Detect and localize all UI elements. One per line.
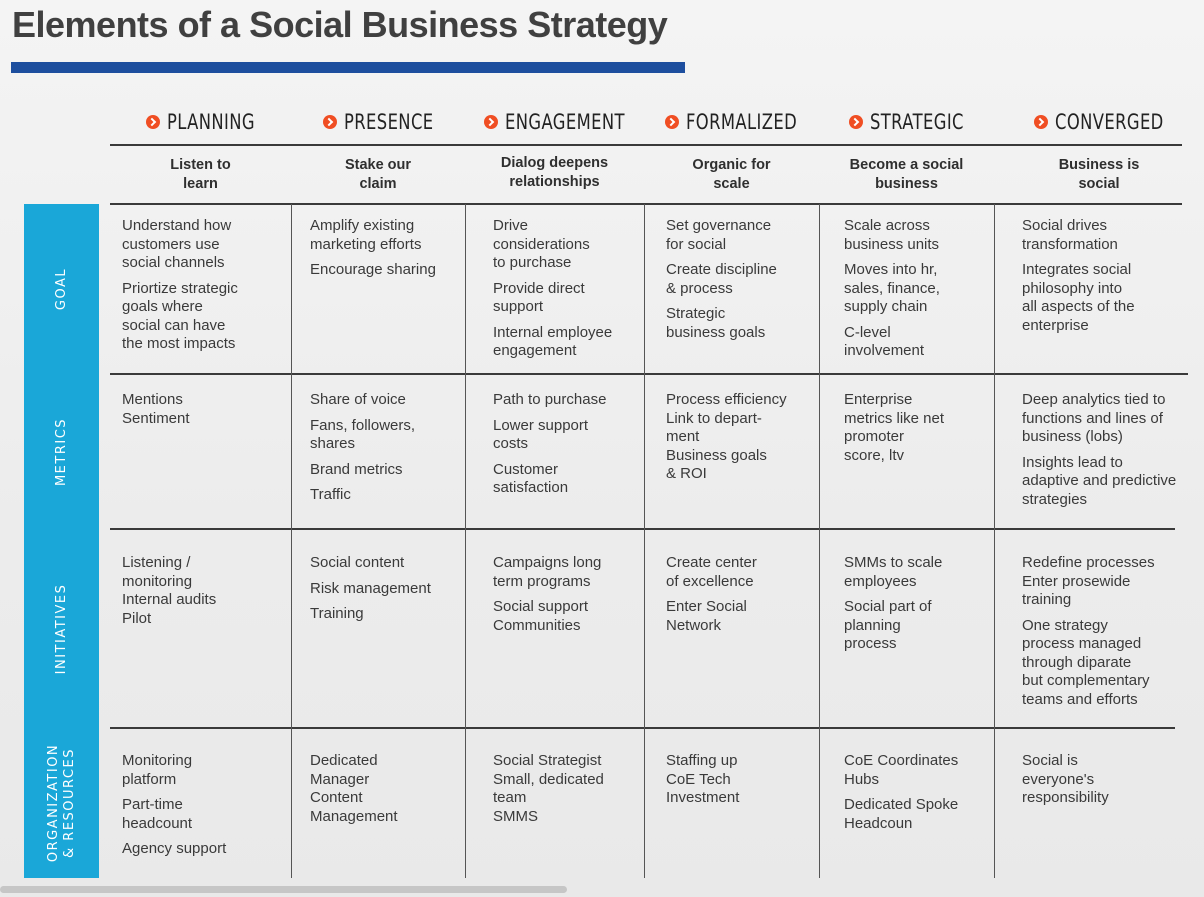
cell-item: Share of voice bbox=[310, 391, 406, 408]
cell-item: C-level involvement bbox=[844, 323, 925, 359]
grid-cell bbox=[310, 554, 465, 631]
cell-item: Monitoring platform bbox=[122, 752, 193, 788]
grid-cell bbox=[310, 391, 465, 512]
cell-item: Strategic business goals bbox=[666, 305, 766, 341]
column-divider bbox=[465, 204, 466, 878]
arrow-bullet-icon bbox=[849, 115, 863, 129]
arrow-bullet-icon bbox=[665, 115, 679, 129]
cell-item: Brand metrics bbox=[310, 460, 403, 478]
column-heading-presence bbox=[291, 107, 465, 137]
row-label bbox=[54, 268, 70, 310]
row-divider bbox=[110, 528, 1175, 530]
row-divider bbox=[110, 373, 1188, 375]
column-subtitle bbox=[465, 154, 644, 194]
grid-cell bbox=[493, 391, 644, 505]
cell-item: Customer satisfaction bbox=[493, 460, 569, 496]
row-label-band bbox=[24, 374, 99, 529]
column-heading-label: FORMALIZED bbox=[686, 110, 798, 134]
cell-item: Social part of planning process bbox=[844, 598, 932, 652]
cell-item: Social content bbox=[310, 554, 405, 571]
grid-cell bbox=[1022, 752, 1204, 815]
cell-item: Dedicated Spoke Headcoun bbox=[844, 796, 959, 832]
cell-item: Understand how customers use social channels bbox=[122, 217, 232, 271]
cell-item: Insights lead to adaptive and predictive strategies bbox=[1022, 453, 1177, 508]
row-label-band bbox=[24, 728, 99, 878]
subtitle-line: Listen to bbox=[170, 157, 231, 173]
cell-item: Social support Communities bbox=[493, 598, 589, 634]
arrow-bullet-icon bbox=[484, 115, 498, 129]
row-label bbox=[46, 744, 78, 862]
cell-item: Social Strategist Small, dedicated team SMMS bbox=[493, 752, 604, 825]
column-subtitle bbox=[291, 156, 465, 196]
row-label-line: GOAL bbox=[53, 267, 69, 311]
cell-item: Social drives transformation bbox=[1022, 217, 1118, 253]
grid-cell bbox=[666, 391, 819, 491]
grid-cell bbox=[493, 554, 644, 642]
cell-item: Enterprise metrics like net promoter score, ltv bbox=[844, 391, 945, 464]
subtitle-line: Business is bbox=[1058, 157, 1140, 173]
cell-item: Redefine processes Enter prosewide training bbox=[1022, 554, 1155, 608]
grid-cell bbox=[844, 752, 994, 840]
cell-item: Staffing up CoE Tech Investment bbox=[666, 752, 740, 806]
cell-item: Deep analytics tied to functions and lines of business (lobs) bbox=[1022, 391, 1166, 445]
grid-cell bbox=[122, 391, 291, 435]
row-divider bbox=[110, 203, 1182, 205]
row-label-line: METRICS bbox=[53, 417, 69, 486]
title-accent-bar bbox=[11, 62, 685, 73]
subtitle-line: business bbox=[875, 176, 938, 192]
cell-item: Amplify existing marketing efforts bbox=[310, 217, 422, 253]
subtitle-line: social bbox=[1078, 176, 1120, 192]
grid-cell bbox=[122, 752, 291, 866]
column-heading-label: ENGAGEMENT bbox=[505, 110, 625, 134]
grid-cell bbox=[122, 554, 291, 635]
column-subtitle bbox=[819, 156, 994, 196]
row-label-line: & RESOURCES bbox=[61, 748, 77, 858]
column-subtitle bbox=[110, 156, 291, 196]
cell-item: One strategy process managed through diparate but complementary teams and efforts bbox=[1022, 616, 1150, 708]
row-label bbox=[54, 417, 70, 485]
column-divider bbox=[291, 204, 292, 878]
cell-item: Process efficiency Link to depart- ment Business goals & ROI bbox=[666, 391, 787, 482]
cell-item: Traffic bbox=[310, 486, 351, 503]
subtitle-line: claim bbox=[359, 176, 397, 192]
cell-item: Part-time headcount bbox=[122, 796, 193, 832]
row-label-band bbox=[24, 529, 99, 728]
subtitle-line: scale bbox=[713, 176, 750, 192]
cell-item: SMMs to scale employees bbox=[844, 554, 943, 590]
column-heading-converged bbox=[994, 107, 1204, 137]
cell-item: Moves into hr, sales, finance, supply chain bbox=[844, 261, 940, 315]
row-label bbox=[54, 583, 70, 674]
subtitle-line: Organic for bbox=[692, 157, 771, 173]
cell-item: Scale across business units bbox=[844, 217, 940, 253]
page-title: Elements of a Social Business Strategy bbox=[12, 4, 668, 45]
cell-item: Drive considerations to purchase bbox=[493, 217, 590, 271]
subtitle-line: Dialog deepens bbox=[500, 155, 609, 171]
column-divider bbox=[819, 204, 820, 878]
cell-item: Training bbox=[310, 605, 364, 622]
column-heading-engagement bbox=[465, 107, 644, 137]
row-label-line: ORGANIZATION bbox=[45, 743, 61, 863]
cell-item: Provide direct support bbox=[493, 279, 585, 315]
cell-item: Set governance for social bbox=[666, 217, 772, 253]
column-heading-label: STRATEGIC bbox=[870, 110, 964, 134]
row-divider bbox=[110, 144, 1182, 146]
grid-cell bbox=[666, 752, 819, 815]
subtitle-line: relationships bbox=[509, 174, 600, 190]
column-divider bbox=[644, 204, 645, 878]
cell-item: Fans, followers, shares bbox=[310, 416, 416, 452]
column-divider bbox=[994, 204, 995, 878]
cell-item: CoE Coordinates Hubs bbox=[844, 752, 959, 788]
grid-cell bbox=[844, 554, 994, 661]
cell-item: Create discipline & process bbox=[666, 261, 777, 297]
column-subtitle bbox=[994, 156, 1204, 196]
subtitle-line: Stake our bbox=[344, 157, 412, 173]
cell-item: Dedicated Manager Content Management bbox=[310, 752, 398, 825]
row-label-band bbox=[24, 204, 99, 374]
row-divider bbox=[110, 727, 1175, 729]
arrow-bullet-icon bbox=[146, 115, 160, 129]
column-heading-label: PRESENCE bbox=[343, 110, 434, 134]
grid-cell bbox=[1022, 391, 1204, 516]
grid-cell bbox=[844, 391, 994, 472]
subtitle-line: Become a social bbox=[849, 157, 964, 173]
grid-cell bbox=[1022, 217, 1204, 342]
grid-cell bbox=[310, 752, 465, 833]
arrow-bullet-icon bbox=[1034, 115, 1048, 129]
column-subtitle bbox=[644, 156, 819, 196]
grid-cell bbox=[666, 554, 819, 642]
cell-item: Risk management bbox=[310, 579, 431, 597]
cell-item: Lower support costs bbox=[493, 416, 589, 452]
cell-item: Social is everyone's responsibility bbox=[1022, 752, 1109, 806]
cell-item: Priortize strategic goals where social can have the most impacts bbox=[122, 279, 238, 352]
grid-cell bbox=[122, 217, 291, 361]
row-label-line: INITIATIVES bbox=[53, 583, 69, 674]
arrow-bullet-icon bbox=[323, 115, 337, 129]
horizontal-scrollbar[interactable] bbox=[0, 886, 567, 893]
grid-cell bbox=[1022, 554, 1204, 716]
column-heading-label: CONVERGED bbox=[1055, 110, 1164, 134]
column-heading-strategic bbox=[819, 107, 994, 137]
cell-item: Agency support bbox=[122, 840, 227, 857]
cell-item: Create center of excellence bbox=[666, 554, 757, 590]
cell-item: Mentions Sentiment bbox=[122, 391, 190, 427]
grid-cell bbox=[493, 217, 644, 368]
column-heading-label: PLANNING bbox=[167, 110, 256, 134]
cell-item: Encourage sharing bbox=[310, 261, 436, 278]
cell-item: Enter Social Network bbox=[666, 598, 747, 634]
grid-cell bbox=[493, 752, 644, 833]
cell-item: Internal employee engagement bbox=[493, 323, 613, 359]
column-heading-planning bbox=[110, 107, 291, 137]
cell-item: Integrates social philosophy into all aspects of the enterprise bbox=[1022, 261, 1135, 334]
cell-item: Path to purchase bbox=[493, 391, 607, 408]
grid-cell bbox=[310, 217, 465, 287]
grid-cell bbox=[666, 217, 819, 349]
cell-item: Campaigns long term programs bbox=[493, 554, 602, 590]
grid-cell bbox=[844, 217, 994, 368]
subtitle-line: learn bbox=[183, 176, 218, 192]
cell-item: Listening / monitoring Internal audits Pilot bbox=[122, 554, 217, 627]
column-heading-formalized bbox=[644, 107, 819, 137]
